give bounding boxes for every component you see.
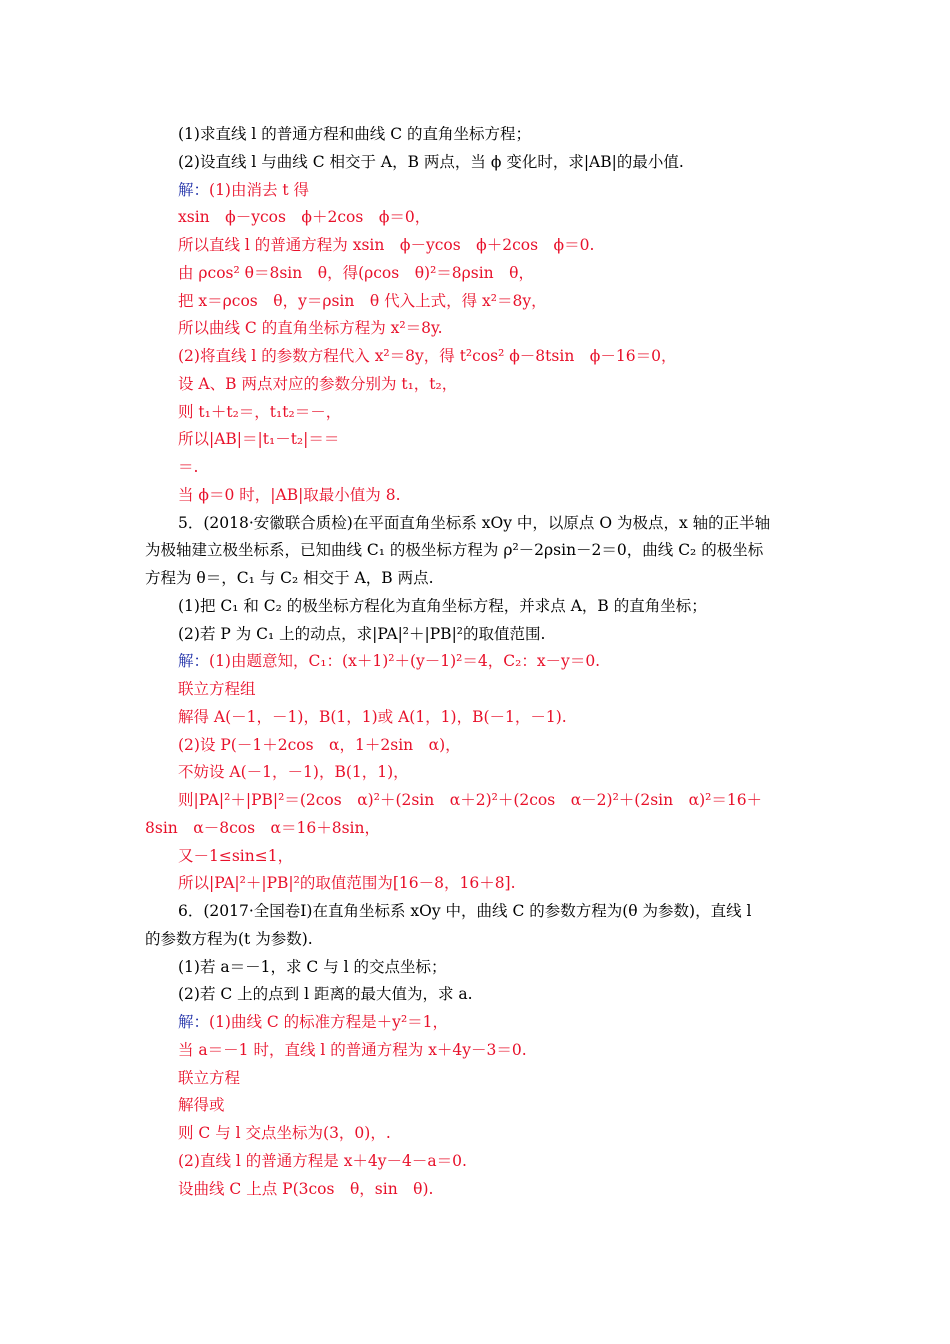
line-text: (1)曲线 C 的标准方程是＋y²＝1， xyxy=(209,1013,449,1031)
text-line xyxy=(178,1040,527,1060)
text-line xyxy=(178,762,409,782)
text-line xyxy=(178,596,707,616)
line-text: (2)若 C 上的点到 l 距离的最大值为，求 a. xyxy=(178,985,473,1004)
solution-label: 解： xyxy=(178,1013,210,1031)
text-line xyxy=(178,207,430,227)
line-text: (2)设 P(－1＋2cos α，1＋2sin α)， xyxy=(178,735,461,754)
line-text: 5．(2018·安徽联合质检)在平面直角坐标系 xOy 中，以原点 O 为极点，x 轴的正半轴 xyxy=(178,513,771,532)
text-line xyxy=(145,929,313,949)
line-text: 设 A、B 两点对应的参数分别为 t₁，t₂， xyxy=(178,374,458,393)
text-line xyxy=(178,624,545,644)
line-text: 方程为 θ＝，C₁ 与 C₂ 相交于 A，B 两点. xyxy=(145,569,434,587)
text-line xyxy=(178,735,461,755)
line-text: 把 x＝ρcos θ，y＝ρsin θ 代入上式，得 x²＝8y， xyxy=(178,291,547,310)
line-text: 当 a＝－1 时，直线 l 的普通方程为 x＋4y－3＝0. xyxy=(178,1040,527,1059)
text-line xyxy=(178,124,531,144)
text-line xyxy=(178,485,401,505)
text-line xyxy=(178,790,762,810)
text-line xyxy=(178,263,534,283)
line-text: (1)由消去 t 得 xyxy=(209,180,310,199)
text-line xyxy=(178,152,684,172)
line-text: (2)直线 l 的普通方程是 x＋4y－4－a＝0. xyxy=(178,1151,467,1170)
text-line xyxy=(178,374,457,394)
line-text: (1)若 a＝－1，求 C 与 l 的交点坐标； xyxy=(178,957,447,976)
line-text: 联立方程 xyxy=(178,1068,241,1087)
text-line xyxy=(178,346,676,366)
line-text: 所以|PA|²＋|PB|²的取值范围为[16－8，16＋8]. xyxy=(178,874,516,893)
line-text: 设曲线 C 上点 P(3cos θ，sin θ). xyxy=(178,1179,434,1198)
text-line xyxy=(178,1123,391,1143)
text-line xyxy=(178,957,447,977)
line-text: 当 ϕ＝0 时，|AB|取最小值为 8. xyxy=(178,485,401,504)
line-text: ＝. xyxy=(178,458,199,476)
text-line xyxy=(178,513,770,533)
line-text: 8sin α－8cos α＝16＋8sin， xyxy=(145,818,380,837)
line-text: (2)若 P 为 C₁ 上的动点，求|PA|²＋|PB|²的取值范围. xyxy=(178,624,546,643)
text-line xyxy=(145,540,763,560)
text-line xyxy=(178,679,256,699)
line-text: 则 C 与 l 交点坐标为(3，0)，. xyxy=(178,1124,391,1142)
line-text: 所以|AB|＝|t₁－t₂|＝＝ xyxy=(178,430,340,449)
line-text: 联立方程组 xyxy=(178,680,256,698)
text-line xyxy=(178,235,594,255)
text-line xyxy=(178,707,567,727)
solution-label: 解： xyxy=(178,652,210,671)
line-text: 的参数方程为(t 为参数). xyxy=(145,929,313,948)
text-line xyxy=(178,1068,240,1088)
line-text: (2)设直线 l 与曲线 C 相交于 A，B 两点，当 ϕ 变化时，求|AB|的最小值. xyxy=(178,152,684,171)
text-line xyxy=(178,1012,448,1032)
text-line xyxy=(178,651,600,671)
line-text: 则|PA|²＋|PB|²＝(2cos α)²＋(2sin α＋2)²＋(2cos α－2)²＋(2sin α)²＝16＋ xyxy=(178,791,763,809)
line-text: 6．(2017·全国卷Ⅰ)在直角坐标系 xOy 中，曲线 C 的参数方程为(θ 为参数)，直线 l xyxy=(178,902,752,920)
text-line xyxy=(178,1179,433,1199)
text-line xyxy=(178,318,443,338)
text-line xyxy=(178,402,341,422)
text-line xyxy=(178,846,293,866)
line-text: 又－1≤sin≤1， xyxy=(178,846,294,865)
line-text: (1)由题意知，C₁：(x＋1)²＋(y－1)²＝4，C₂：x－y＝0. xyxy=(209,652,601,671)
line-text: xsin ϕ－ycos ϕ＋2cos ϕ＝0， xyxy=(178,208,431,227)
text-line xyxy=(145,568,434,588)
text-line xyxy=(145,818,380,838)
text-line xyxy=(178,1151,467,1171)
line-text: (2)将直线 l 的参数方程代入 x²＝8y，得 t²cos² ϕ－8tsin ϕ－16＝0， xyxy=(178,347,677,365)
line-text: 由 ρcos² θ＝8sin θ，得(ρcos θ)²＝8ρsin θ， xyxy=(178,263,534,282)
line-text: 解得 A(－1，－1)，B(1，1)或 A(1，1)，B(－1，－1). xyxy=(178,707,567,726)
solution-label: 解： xyxy=(178,180,210,199)
text-line xyxy=(178,457,198,477)
line-text: (1)求直线 l 的普通方程和曲线 C 的直角坐标方程； xyxy=(178,125,531,143)
text-line xyxy=(178,984,473,1004)
line-text: 所以直线 l 的普通方程为 xsin ϕ－ycos ϕ＋2cos ϕ＝0. xyxy=(178,236,595,254)
line-text: 所以曲线 C 的直角坐标方程为 x²＝8y. xyxy=(178,319,443,338)
line-text: 不妨设 A(－1，－1)，B(1，1)， xyxy=(178,763,409,782)
line-text: (1)把 C₁ 和 C₂ 的极坐标方程化为直角坐标方程，并求点 A，B 的直角坐标； xyxy=(178,596,707,615)
text-line xyxy=(178,429,339,449)
text-line xyxy=(178,180,309,200)
text-line xyxy=(178,1095,225,1115)
text-line xyxy=(178,291,547,311)
line-text: 解得或 xyxy=(178,1096,225,1115)
line-text: 为极轴建立极坐标系，已知曲线 C₁ 的极坐标方程为 ρ²－2ρsin－2＝0，曲线 C₂ 的极坐标 xyxy=(145,541,764,560)
text-line xyxy=(178,901,751,921)
text-line xyxy=(178,873,516,893)
line-text: 则 t₁＋t₂＝，t₁t₂＝－， xyxy=(178,402,342,421)
